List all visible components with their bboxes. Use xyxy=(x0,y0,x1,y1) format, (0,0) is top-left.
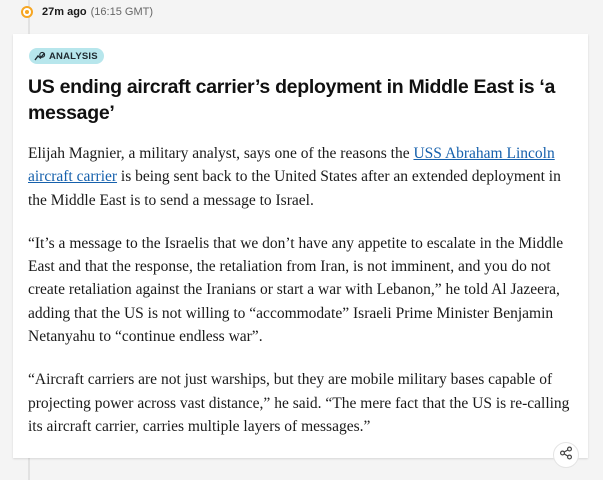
paragraph-3: “Aircraft carriers are not just warships, but they are mobile military bases capable of projecting power across vast distance,” he said. “The mere fact that the US is re-calling its aircraft carrier, carries multiple layers of messages.” xyxy=(28,371,570,435)
uss-abraham-lincoln-link[interactable]: USS Abraham Lincoln aircraft carrier xyxy=(28,145,555,186)
post-headline: US ending aircraft carrier’s deployment in Middle East is ‘a message’ xyxy=(28,76,556,124)
badge-label: ANALYSIS xyxy=(49,50,98,62)
share-button[interactable] xyxy=(553,442,579,468)
analysis-badge xyxy=(29,48,104,64)
paragraph-1-text-before: Elijah Magnier, a military analyst, says one of the reasons the xyxy=(28,145,414,162)
paragraph-1 xyxy=(28,142,576,212)
share-icon xyxy=(559,446,573,465)
timeline-dot-icon xyxy=(21,6,33,18)
time-ago: 27m ago xyxy=(42,6,87,18)
post-timestamp xyxy=(21,6,153,18)
live-blog-post-card xyxy=(13,34,588,458)
analysis-icon xyxy=(34,51,46,61)
post-body xyxy=(28,142,576,458)
paragraph-1-text-after: is being sent back to the United States after an extended deployment in the Middle East is to send a message to Israel. xyxy=(28,168,561,209)
time-gmt: (16:15 GMT) xyxy=(90,6,153,18)
paragraph-2: “It’s a message to the Israelis that we don’t have any appetite to escalate in the Middle East and that the response, the retaliation from Iran, is not imminent, and you do not create retaliation against the Iranians or start a war with Lebanon,” he told Al Jazeera, adding that the US is not willing to “accommodate” Israeli Prime Minister Benjamin Netanyahu to “continue endless war”. xyxy=(28,234,564,346)
